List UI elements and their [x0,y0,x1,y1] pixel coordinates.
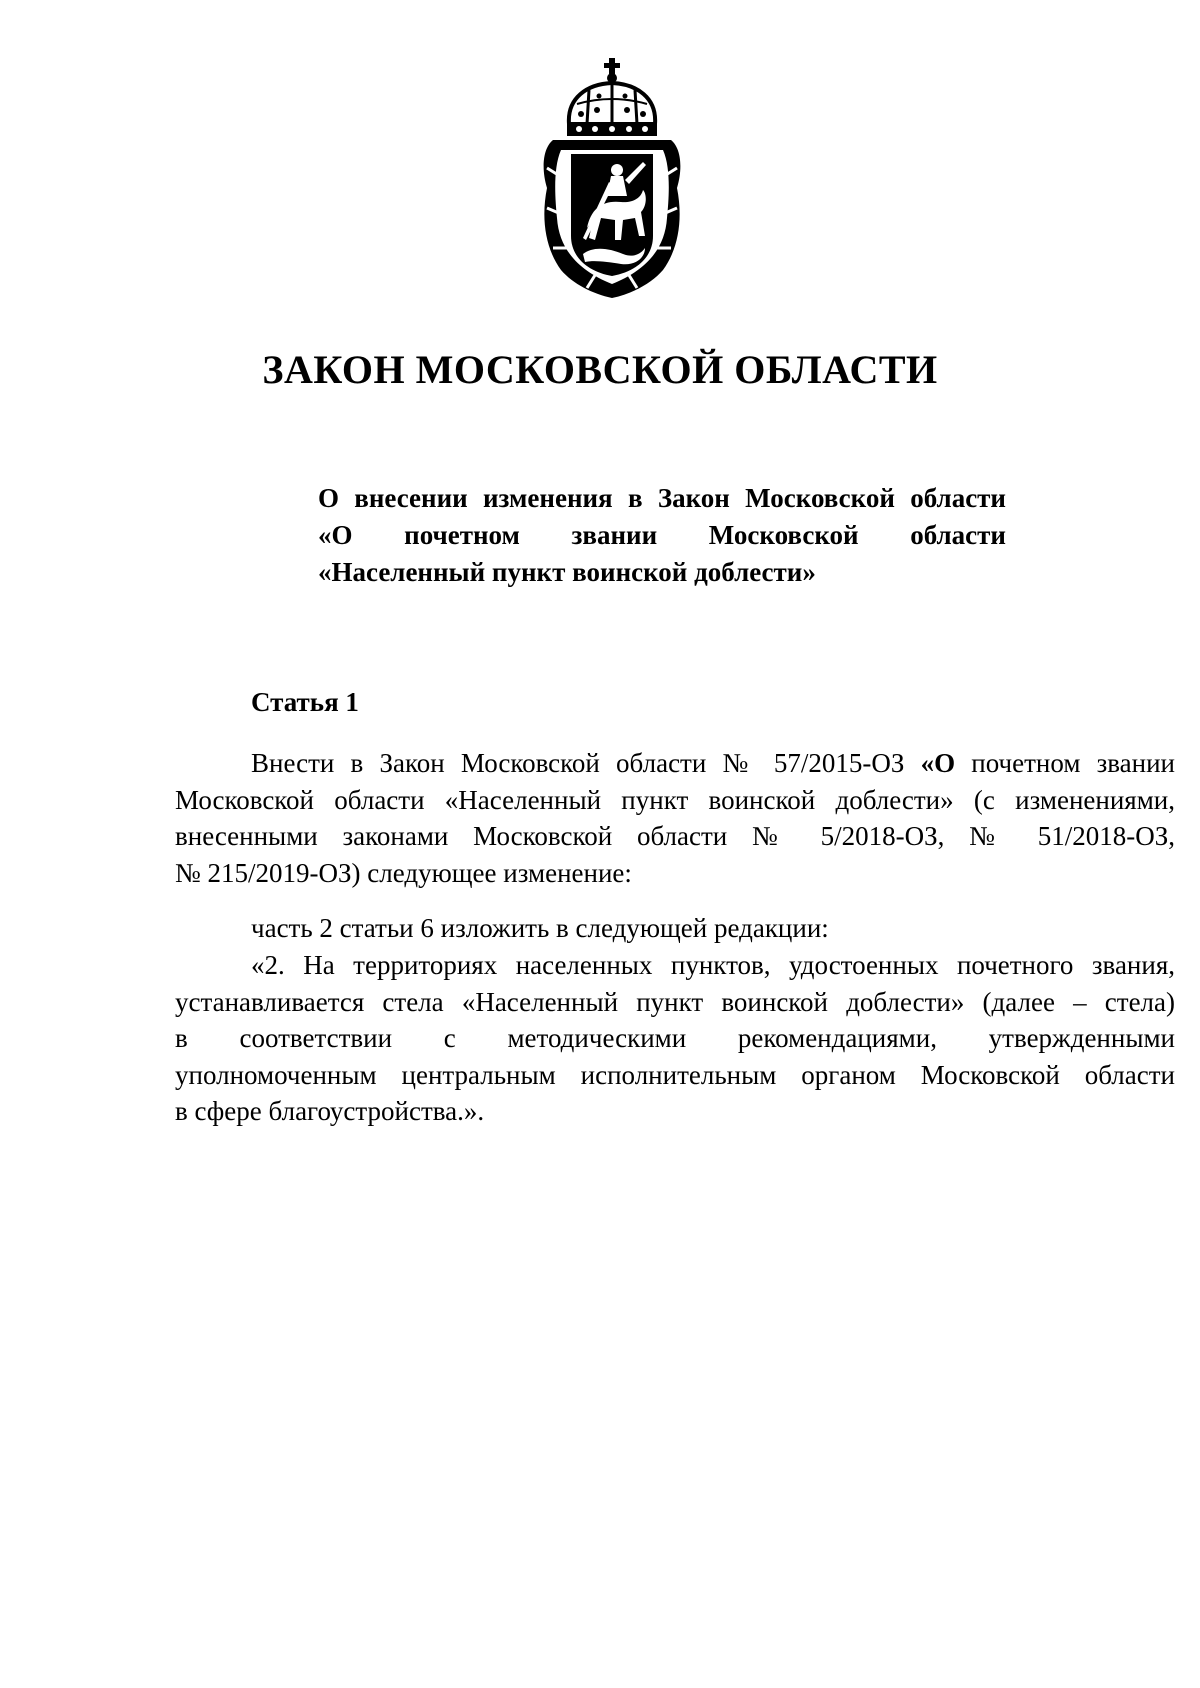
article-paragraph [175,910,1175,947]
paragraph-line: устанавливается стела «Населенный пункт воинской доблести» (далее – стела) [175,986,1175,1017]
amendment-quote [175,947,1175,1130]
paragraph-line: Внести в Закон Московской области № 57/2015-ОЗ «О почетном звании [251,748,1176,778]
paragraph-line: Московской области «Населенный пункт воинской доблести» (с изменениями, [175,784,1175,815]
article-heading: Статья 1 [251,687,359,717]
article-paragraph [175,745,1175,891]
paragraph-line: № 215/2019-ОЗ) следующее изменение: [175,857,632,888]
subtitle-line: О внесении изменения в Закон Московской области [318,483,1006,513]
moscow-oblast-coat-of-arms-icon [537,58,687,302]
paragraph-line: внесенными законами Московской области № 5/2018-ОЗ, № 51/2018-ОЗ, [175,821,1175,851]
law-title: ЗАКОН МОСКОВСКОЙ ОБЛАСТИ [262,347,938,392]
paragraph-line: в соответствии с методическими рекомендациями, утвержденными [175,1023,1175,1053]
law-subtitle [318,480,1006,591]
paragraph-line: в сфере благоустройства.». [175,1096,485,1126]
paragraph-line: «2. На территориях населенных пунктов, удостоенных почетного звания, [251,950,1175,980]
paragraph-line: часть 2 статьи 6 изложить в следующей редакции: [251,913,829,943]
subtitle-line: «Населенный пункт воинской доблести» [318,557,816,587]
paragraph-line: уполномоченным центральным исполнительным органом Московской области [175,1059,1175,1090]
subtitle-line: «О почетном звании Московской области [318,520,1006,550]
